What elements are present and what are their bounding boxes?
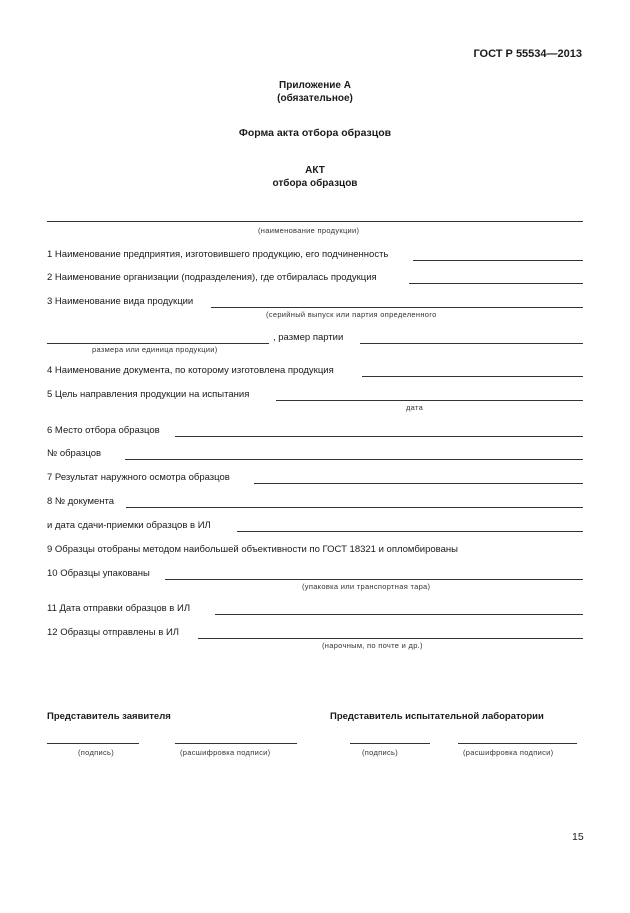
lab-decoding-line: [458, 743, 577, 744]
serial-caption: (серийный выпуск или партия определенного: [266, 310, 437, 319]
size-line: [47, 343, 269, 344]
applicant-representative: Представитель заявителя: [47, 711, 171, 722]
act-subtitle: отбора образцов: [272, 178, 358, 189]
item-12-label: 12 Образцы отправлены в ИЛ: [47, 627, 180, 638]
delivery-caption: (нарочным, по почте и др.): [322, 641, 423, 650]
item-4-label: 4 Наименование документа, по которому изготовлена продукция: [47, 365, 334, 376]
sample-number-label: № образцов: [47, 448, 102, 459]
form-title: Форма акта отбора образцов: [238, 127, 392, 139]
item-3-line: [211, 307, 583, 308]
appendix-note: (обязательное): [277, 93, 353, 104]
item-3-label: 3 Наименование вида продукции: [47, 296, 194, 307]
standard-number: ГОСТ Р 55534—2013: [473, 48, 582, 60]
packing-caption: (упаковка или транспортная тара): [302, 582, 431, 591]
item-6-label: 6 Место отбора образцов: [47, 425, 160, 436]
item-10-line: [165, 579, 583, 580]
size-caption: размера или единица продукции): [92, 345, 218, 354]
batch-size-label: , размер партии: [273, 332, 344, 343]
acceptance-date-line: [237, 531, 583, 532]
applicant-signature-caption: (подпись): [78, 748, 115, 757]
item-11-line: [215, 614, 583, 615]
batch-size-line: [360, 343, 583, 344]
lab-representative: Представитель испытательной лаборатории: [330, 711, 544, 722]
item-1-line: [413, 260, 583, 261]
page-number: 15: [572, 831, 584, 843]
item-1-label: 1 Наименование предприятия, изготовившего продукцию, его подчиненность: [47, 249, 389, 260]
lab-decoding-caption: (расшифровка подписи): [463, 748, 554, 757]
sample-number-line: [125, 459, 583, 460]
item-9-label: 9 Образцы отобраны методом наибольшей объективности по ГОСТ 18321 и опломбированы: [47, 544, 458, 555]
product-name-caption: (наименование продукции): [258, 226, 360, 235]
item-2-label: 2 Наименование организации (подразделения), где отбиралась продукция: [47, 272, 377, 283]
applicant-decoding-line: [175, 743, 297, 744]
item-7-label: 7 Результат наружного осмотра образцов: [47, 472, 230, 483]
item-11-label: 11 Дата отправки образцов в ИЛ: [47, 603, 191, 614]
item-7-line: [254, 483, 583, 484]
act-title: АКТ: [305, 165, 325, 176]
item-4-line: [362, 376, 583, 377]
item-10-label: 10 Образцы упакованы: [47, 568, 150, 579]
item-8-line: [126, 507, 583, 508]
lab-signature-caption: (подпись): [362, 748, 399, 757]
item-6-line: [175, 436, 583, 437]
item-8-label: 8 № документа: [47, 496, 115, 507]
item-12-line: [198, 638, 583, 639]
acceptance-date-label: и дата сдачи-приемки образцов в ИЛ: [47, 520, 211, 531]
applicant-signature-line: [47, 743, 139, 744]
item-2-line: [409, 283, 583, 284]
date-caption: дата: [406, 403, 424, 412]
appendix-title: Приложение А: [279, 80, 351, 91]
applicant-decoding-caption: (расшифровка подписи): [180, 748, 271, 757]
product-name-line: [47, 221, 583, 222]
item-5-label: 5 Цель направления продукции на испытания: [47, 389, 250, 400]
lab-signature-line: [350, 743, 430, 744]
item-5-line: [276, 400, 583, 401]
